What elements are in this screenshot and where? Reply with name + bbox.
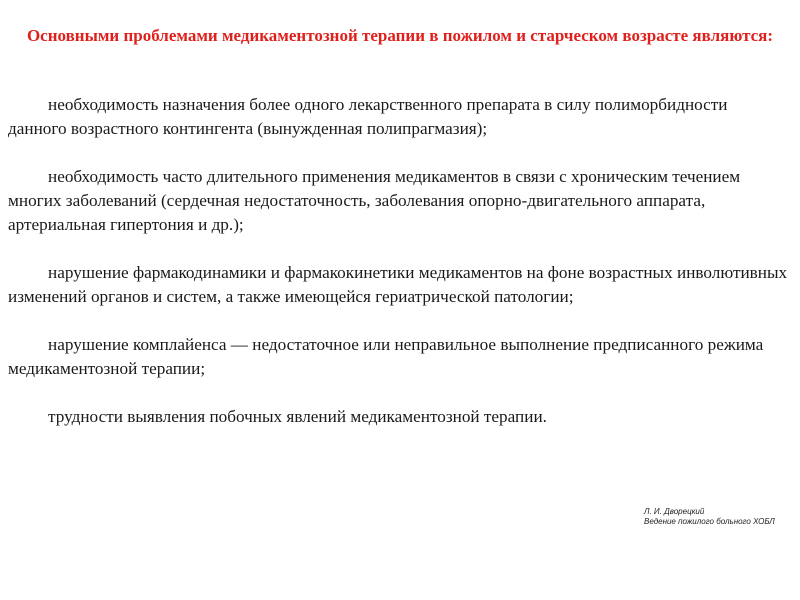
paragraph-side-effects: трудности выявления побочных явлений медикаментозной терапии.: [48, 407, 547, 426]
paragraph-compliance: нарушение комплайенса — недостаточное или неправильное выполнение предписанного режима медикаментозной терапии;: [8, 335, 764, 378]
attribution-author: Л. И. Дворецкий: [644, 507, 705, 516]
paragraph-polypharmacy: необходимость назначения более одного лекарственного препарата в силу полиморбидности данного возрастного контингента (вынужденная полипрагмазия);: [8, 95, 728, 138]
attribution-source: Ведение пожилого больного ХОБЛ: [644, 517, 775, 526]
attribution: [644, 507, 794, 527]
slide-title: Основными проблемами медикаментозной терапии в пожилом и старческом возрасте являются:: [26, 26, 774, 45]
slide-body: [8, 93, 788, 453]
paragraph-pharmacokinetics: нарушение фармакодинамики и фармакокинетики медикаментов на фоне возрастных инволютивных изменений органов и систем, а также имеющейся гериатрической патологии;: [8, 263, 788, 306]
paragraph-long-term-use: необходимость часто длительного применения медикаментов в связи с хроническим течением многих заболеваний (сердечная недостаточность, заболевания опорно-двигательного аппарата, артериальная гипертония и др.);: [8, 167, 741, 234]
